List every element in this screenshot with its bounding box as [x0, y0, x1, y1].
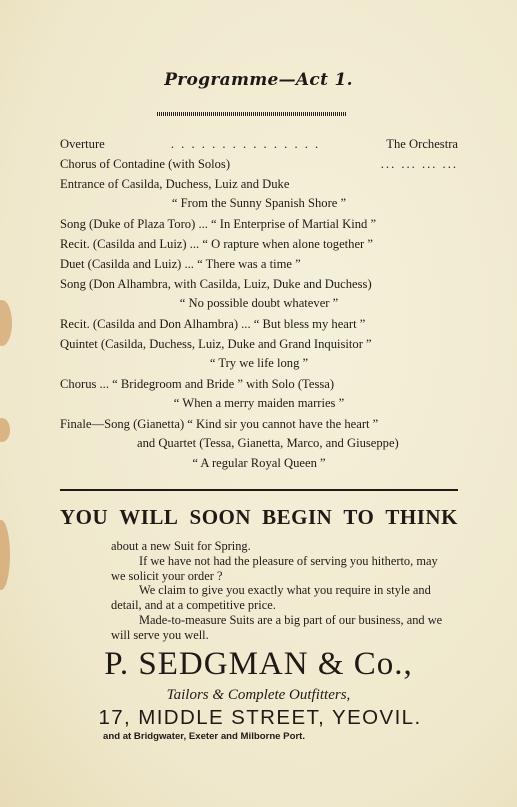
section-divider: [60, 489, 458, 491]
ad-paragraph: Made-to-measure Suits are a big part of our business, and we will serve you well.: [111, 612, 443, 642]
item-song-title: “ When a merry maiden marries ”: [173, 396, 345, 410]
item-title: Chorus of Contadine (with Solos): [60, 157, 231, 171]
item-title: Chorus ... “ Bridegroom and Bride ” with Solo (Tessa): [60, 377, 335, 391]
age-stain: [0, 300, 12, 346]
list-item: [60, 274, 458, 294]
list-item: [60, 334, 458, 354]
item-title: Song (Duke of Plaza Toro) ... “ In Enterprise of Martial Kind ”: [60, 217, 377, 231]
item-title: Song (Don Alhambra, with Casilda, Luiz, Duke and Duchess): [60, 277, 372, 291]
programme-list: [60, 134, 458, 474]
age-stain: [0, 418, 10, 442]
list-item: [60, 154, 458, 174]
company-address: 17, MIDDLE STREET, YEOVIL.: [98, 706, 422, 729]
item-song-title: “ From the Sunny Spanish Shore ”: [171, 196, 347, 210]
item-title: Recit. (Casilda and Luiz) ... “ O rapture when alone together ”: [60, 237, 373, 251]
company-tagline: Tailors & Complete Outfitters,: [166, 687, 351, 703]
item-song-title: “ A regular Royal Queen ”: [192, 456, 326, 470]
headline-word: SOON: [189, 505, 252, 529]
item-title: Finale—Song (Gianetta) “ Kind sir you cannot have the heart ”: [60, 417, 379, 431]
ad-paragraph: We claim to give you exactly what you require in style and detail, and at a competitive price.: [111, 583, 431, 613]
list-item: [60, 374, 458, 394]
company-name: P. SEDGMAN & Co.,: [104, 646, 413, 682]
ad-line: about a new Suit for Spring.: [111, 539, 251, 553]
list-item: [60, 414, 458, 434]
item-song-title: “ No possible doubt whatever ”: [179, 296, 339, 310]
ad-paragraph: If we have not had the pleasure of serving you hitherto, may we solicit your order ?: [111, 553, 438, 583]
item-title: Recit. (Casilda and Don Alhambra) ... “ But bless my heart ”: [60, 317, 366, 331]
item-title: Duet (Casilda and Luiz) ... “ There was a time ”: [60, 257, 301, 271]
item-title: Quintet (Casilda, Duchess, Luiz, Duke and Grand Inquisitor ”: [60, 337, 372, 351]
headline-word: WILL: [119, 505, 179, 529]
item-title: Overture: [60, 137, 105, 151]
leader-dots: ... ... ... ...: [380, 157, 458, 171]
decorative-rule: [157, 112, 347, 116]
programme-title: Programme—Act 1.: [164, 70, 353, 90]
ad-headline: [60, 505, 458, 530]
list-item: [60, 254, 458, 274]
list-item: [60, 214, 458, 234]
leader-dots: . . . . . . . . . . . . . . .: [170, 137, 321, 151]
ad-body: [111, 539, 451, 643]
list-item: [60, 134, 458, 154]
branch-locations: and at Bridgwater, Exeter and Milborne Port.: [103, 731, 306, 742]
item-title: Entrance of Casilda, Duchess, Luiz and Duke: [60, 177, 290, 191]
age-stain: [0, 520, 10, 590]
headline-word: TO: [343, 505, 375, 529]
list-item: [60, 234, 458, 254]
headline-word: YOU: [60, 505, 109, 529]
item-song-title: “ Try we life long ”: [209, 356, 309, 370]
list-item: [60, 314, 458, 334]
headline-word: THINK: [385, 505, 458, 529]
item-performer: The Orchestra: [386, 137, 458, 151]
headline-word: BEGIN: [262, 505, 333, 529]
list-item: [60, 174, 458, 194]
item-quartet-line: and Quartet (Tessa, Gianetta, Marco, and Giuseppe): [137, 436, 399, 450]
